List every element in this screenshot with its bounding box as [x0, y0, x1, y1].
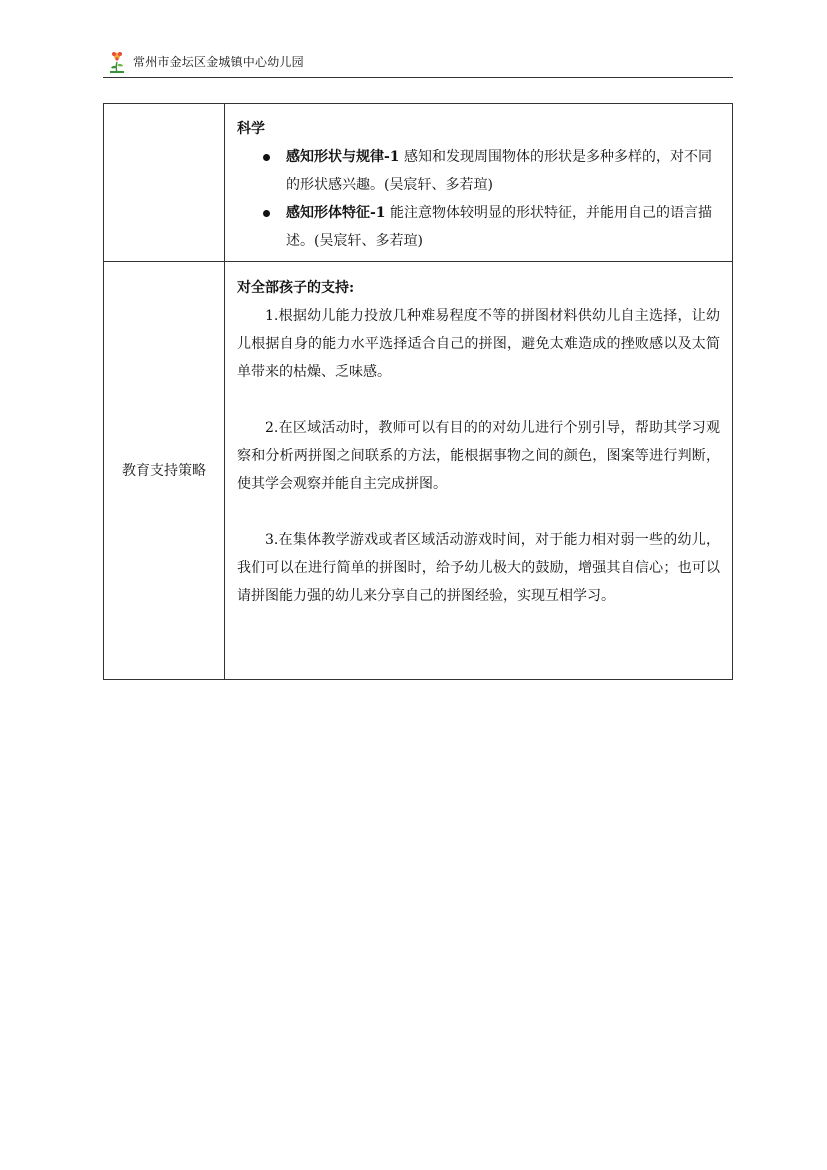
plan-table: [103, 103, 733, 680]
strategy-paragraph: 2.在区域活动时，教师可以有目的的对幼儿进行个别引导，帮助其学习观察和分析两拼图之间联系的方法，能根据事物之间的颜色，图案等进行判断，使其学会观察并能自主完成拼图。: [237, 420, 720, 492]
strategy-heading: 对全部孩子的支持:: [237, 280, 355, 296]
goal-term: 感知形状与规律-1: [286, 149, 400, 165]
list-item: [237, 199, 720, 255]
goal-term: 感知形体特征-1: [286, 205, 386, 221]
strategy-cell: [225, 262, 733, 680]
table-row-strategy: [104, 262, 733, 680]
goal-text: 感知和发现周围物体的形状是多种多样的，对不同的形状感兴趣。(吴宸轩、多若瑄): [286, 149, 713, 193]
table-row-science: [104, 104, 733, 262]
list-item: [237, 143, 720, 199]
strategy-paragraph: 3.在集体教学游戏或者区域活动游戏时间，对于能力相对弱一些的幼儿，我们可以在进行简单的拼图时，给予幼儿极大的鼓励，增强其自信心；也可以请拼图能力强的幼儿来分享自己的拼图经验，实现互相学习。: [237, 532, 720, 604]
school-name: 常州市金坛区金城镇中心幼儿园: [133, 55, 304, 69]
row-label-empty: [104, 104, 225, 262]
row-label-strategy: 教育支持策略: [104, 262, 225, 680]
strategy-paragraph: 1.根据幼儿能力投放几种难易程度不等的拼图材料供幼儿自主选择，让幼儿根据自身的能力水平选择适合自己的拼图，避免太难造成的挫败感以及太简单带来的枯燥、乏味感。: [237, 308, 720, 380]
flower-logo-icon: [107, 50, 127, 74]
science-cell: [225, 104, 733, 262]
subject-title: 科学: [237, 121, 265, 137]
goal-text: 能注意物体较明显的形状特征，并能用自己的语言描述。(吴宸轩、多若瑄): [286, 205, 713, 249]
bullet-icon: [263, 210, 270, 217]
page-header: [103, 46, 733, 78]
bullet-icon: [263, 154, 270, 161]
